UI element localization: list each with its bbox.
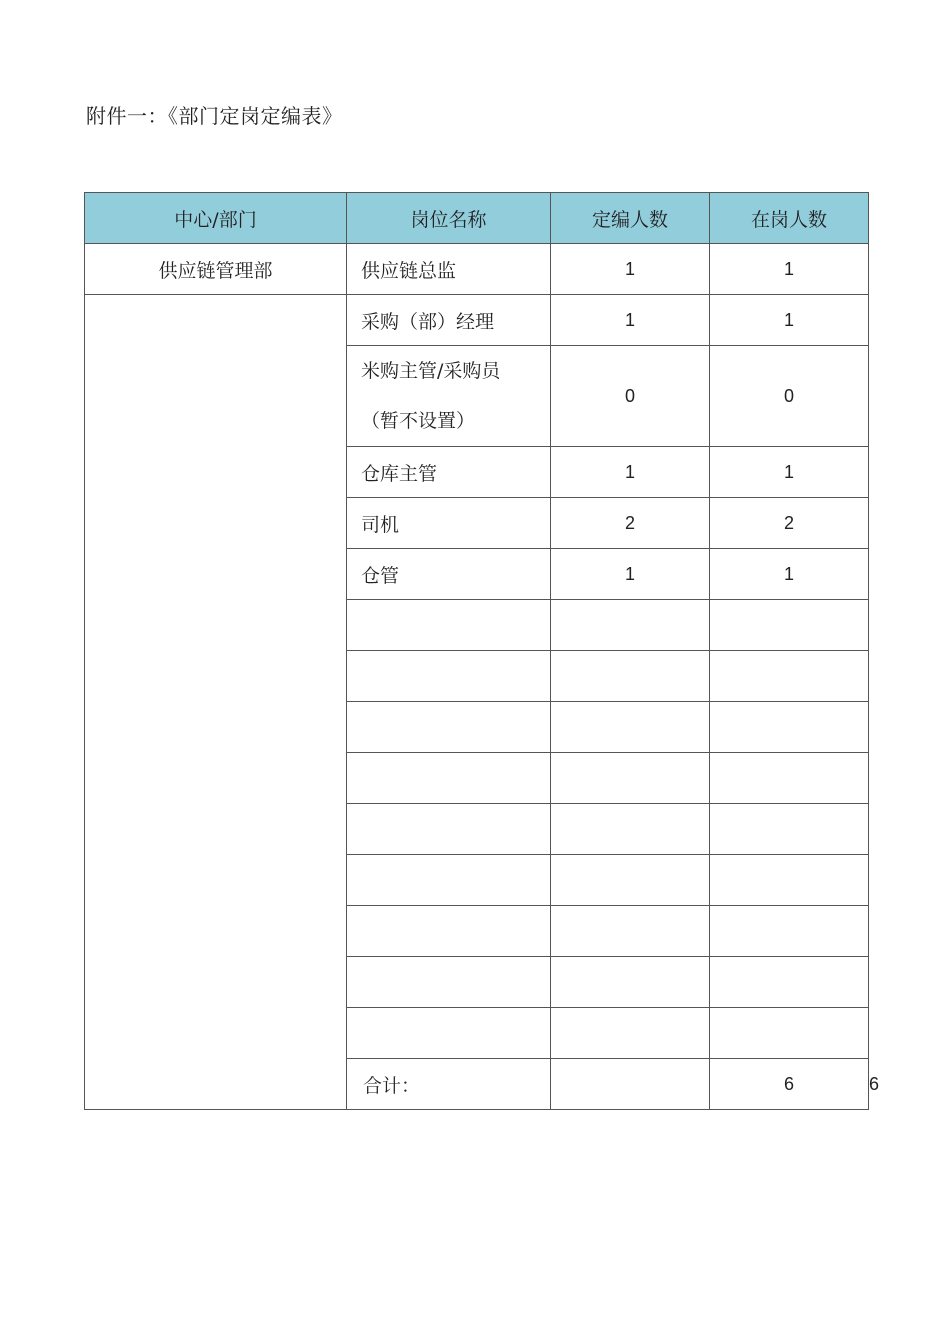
empty-cell: [551, 651, 710, 702]
table-row: [85, 244, 869, 295]
empty-cell: [347, 702, 551, 753]
empty-cell: [551, 855, 710, 906]
empty-cell: [551, 957, 710, 1008]
on-duty-cell: 1: [710, 549, 869, 600]
empty-cell: [551, 600, 710, 651]
on-duty-cell: 2: [710, 498, 869, 549]
empty-cell: [347, 600, 551, 651]
empty-cell: [347, 906, 551, 957]
empty-cell: [710, 702, 869, 753]
header-department: 中心/部门: [85, 193, 347, 244]
on-duty-cell: 1: [710, 447, 869, 498]
header-position: 岗位名称: [347, 193, 551, 244]
position-cell: [347, 346, 551, 447]
empty-cell: [710, 600, 869, 651]
empty-cell: [347, 957, 551, 1008]
header-row: [85, 193, 869, 244]
empty-cell: [710, 855, 869, 906]
header-on-duty: 在岗人数: [710, 193, 869, 244]
empty-cell: [551, 1008, 710, 1059]
total-label: 合计：: [347, 1059, 551, 1110]
position-cell: 采购（部）经理: [347, 295, 551, 346]
empty-cell: [551, 804, 710, 855]
department-merged-cell: [85, 295, 347, 1110]
empty-cell: [710, 753, 869, 804]
on-duty-cell: 1: [710, 295, 869, 346]
header-quota: 定编人数: [551, 193, 710, 244]
empty-cell: [710, 1008, 869, 1059]
empty-cell: [710, 651, 869, 702]
empty-cell: [710, 804, 869, 855]
position-line-2: （暂不设置）: [361, 410, 476, 432]
document-title: 附件一：《部门定岗定编表》: [86, 104, 343, 128]
empty-cell: [710, 957, 869, 1008]
position-cell: 司机: [347, 498, 551, 549]
on-duty-cell: 0: [710, 346, 869, 447]
position-cell: 仓库主管: [347, 447, 551, 498]
empty-cell: [347, 651, 551, 702]
empty-cell: [551, 906, 710, 957]
empty-cell: [551, 753, 710, 804]
department-cell: 供应链管理部: [85, 244, 347, 295]
table-row: [85, 295, 869, 346]
quota-cell: 1: [551, 447, 710, 498]
total-quota: 6: [710, 1059, 869, 1110]
empty-cell: [551, 1059, 710, 1110]
empty-cell: [347, 753, 551, 804]
quota-cell: 1: [551, 549, 710, 600]
quota-cell: 0: [551, 346, 710, 447]
empty-cell: [347, 855, 551, 906]
empty-cell: [347, 804, 551, 855]
staffing-table: [84, 192, 880, 1110]
total-row: 合计： 6 6: [85, 1059, 869, 1110]
quota-cell: 2: [551, 498, 710, 549]
empty-cell: [551, 702, 710, 753]
quota-cell: 1: [551, 295, 710, 346]
position-cell: 仓管: [347, 549, 551, 600]
empty-cell: [710, 906, 869, 957]
empty-cell: [347, 1008, 551, 1059]
quota-cell: 1: [551, 244, 710, 295]
on-duty-cell: 1: [710, 244, 869, 295]
position-cell: 供应链总监: [347, 244, 551, 295]
position-line-1: 米购主管/采购员: [361, 360, 501, 382]
